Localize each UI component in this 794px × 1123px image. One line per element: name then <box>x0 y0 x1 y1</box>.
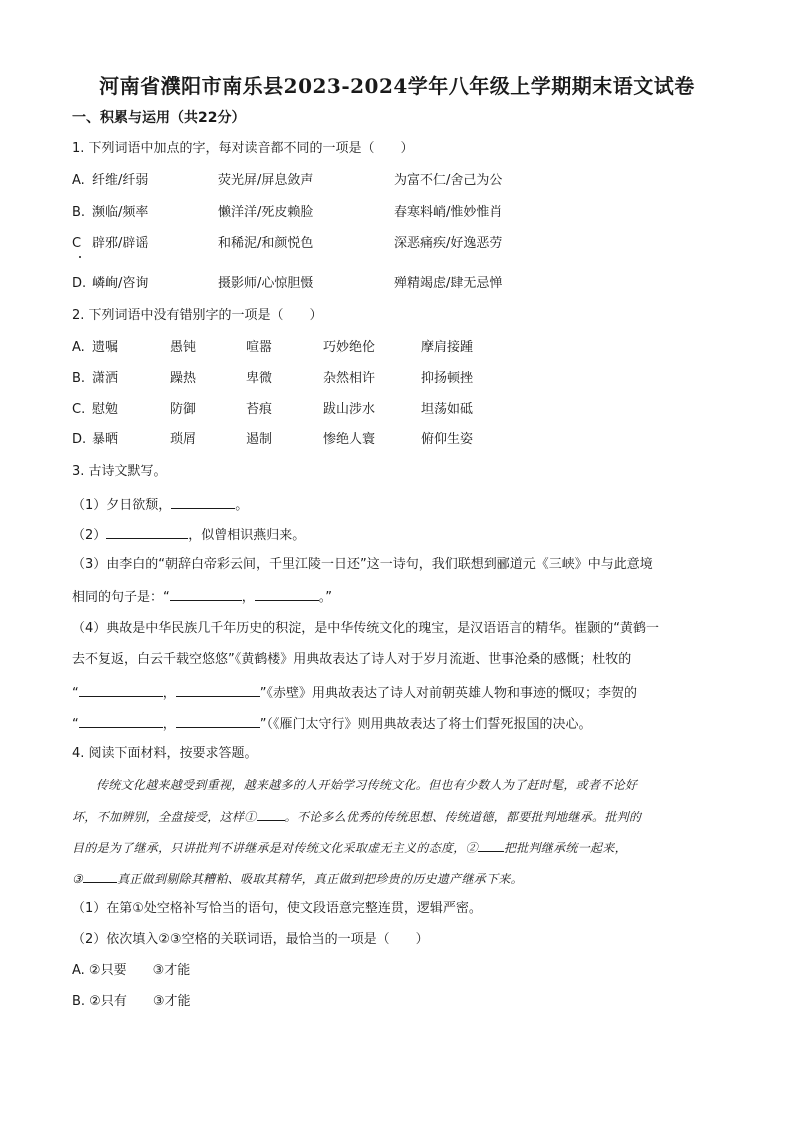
option-label: B. <box>72 371 86 386</box>
passage-text: 目的是为了继承，只讲批判不讲继承是对传统文化采取虚无主义的态度，② <box>72 841 478 855</box>
prompt-text: “ <box>72 686 79 701</box>
option-cell: 殚精竭虑/肆无忌惮 <box>394 276 503 291</box>
option-cell: 喧嚣 <box>246 340 273 355</box>
question-3-item-3-line-1: （3）由李白的“朝辞白帝彩云间，千里江陵一日还”这一诗句，我们联想到郦道元《三峡》中与此意境 <box>72 557 653 572</box>
answer-blank[interactable] <box>171 495 235 509</box>
passage-text: 真正做到剔除其糟粕、吸取其精华，真正做到把珍贵的历史遗产继承下来。 <box>117 872 523 886</box>
option-label: A. <box>72 340 85 355</box>
option-cell: 苔痕 <box>246 402 273 417</box>
question-3-item-2 <box>72 525 305 545</box>
option-cell: 潇洒 <box>92 371 119 386</box>
question-3-item-3-line-2 <box>72 587 332 607</box>
reading-passage-line-4 <box>72 869 523 888</box>
section-heading: 一、积累与运用（共22分） <box>72 110 246 126</box>
answer-blank[interactable] <box>255 587 319 601</box>
passage-text: 坏，不加辨别，全盘接受，这样① <box>72 810 257 824</box>
answer-blank[interactable] <box>79 714 163 728</box>
prompt-text: ， <box>241 590 255 605</box>
option-cell: 琐屑 <box>170 432 197 447</box>
answer-blank[interactable] <box>79 683 163 697</box>
option-label: D. <box>72 276 87 291</box>
option-cell: 为富不仁/舍己为公 <box>394 173 503 188</box>
option-label: C. <box>72 402 86 417</box>
answer-blank[interactable] <box>170 587 242 601</box>
prompt-text: ”《赤壁》用典故表达了诗人对前朝英雄人物和事迹的慨叹；李贺的 <box>259 686 638 701</box>
question-3-item-4-line-4 <box>72 714 592 734</box>
option-label: B. <box>72 205 86 220</box>
answer-blank[interactable] <box>478 838 504 852</box>
question-4-sub-1: （1）在第①处空格补写恰当的语句，使文段语意完整连贯，逻辑严密。 <box>72 901 482 916</box>
option-cell: 抑扬顿挫 <box>421 371 474 386</box>
prompt-text: ， <box>162 686 176 701</box>
prompt-text: 相同的句子是：“ <box>72 590 170 605</box>
stray-dot-mark <box>79 256 81 258</box>
prompt-text: ，似曾相识燕归来。 <box>188 528 306 543</box>
option-cell: 懒洋洋/死皮赖脸 <box>218 205 314 220</box>
reading-passage-line-1: 传统文化越来越受到重视，越来越多的人开始学习传统文化。但也有少数人为了赶时髦，或者不论好 <box>96 778 638 792</box>
option-cell: 杂然相许 <box>323 371 376 386</box>
question-3-item-4-line-2: 去不复返，白云千载空悠悠”《黄鹤楼》用典故表达了诗人对于岁月流逝、世事沧桑的感慨；杜牧的 <box>72 652 632 667</box>
option-cell: 防御 <box>170 402 197 417</box>
passage-text: 。不论多么优秀的传统思想、传统道德，都要批判地继承。批判的 <box>284 810 642 824</box>
question-4-option-a[interactable]: A. ②只要 ③才能 <box>72 963 191 978</box>
question-1-stem: 1. 下列词语中加点的字，每对读音都不同的一项是（ ） <box>72 141 414 156</box>
option-cell: 愚钝 <box>170 340 197 355</box>
option-cell: 春寒料峭/惟妙惟肖 <box>394 205 503 220</box>
question-3-item-4-line-3 <box>72 683 637 703</box>
question-3-item-4-line-1: （4）典故是中华民族几千年历史的积淀，是中华传统文化的瑰宝，是汉语语言的精华。崔颢的“黄鹤一 <box>72 621 660 636</box>
answer-blank[interactable] <box>176 683 260 697</box>
option-cell: 跋山涉水 <box>323 402 376 417</box>
option-cell: 嶙峋/咨询 <box>92 276 149 291</box>
answer-blank[interactable] <box>83 869 117 883</box>
option-cell: 荧光屏/屏息敛声 <box>218 173 314 188</box>
option-cell: 暴晒 <box>92 432 119 447</box>
option-cell: 摩肩接踵 <box>421 340 474 355</box>
prompt-text: 。” <box>318 590 333 605</box>
reading-passage-line-2 <box>72 807 641 826</box>
question-4-option-b[interactable]: B. ②只有 ③才能 <box>72 994 191 1009</box>
option-cell: 巧妙绝伦 <box>323 340 376 355</box>
option-cell: 坦荡如砥 <box>421 402 474 417</box>
prompt-text: ”（《雁门太守行》则用典故表达了将士们誓死报国的决心。 <box>259 717 592 732</box>
option-cell: 辟邪/辟谣 <box>92 236 149 251</box>
option-cell: 摄影师/心惊胆慑 <box>218 276 314 291</box>
answer-blank[interactable] <box>106 525 188 539</box>
question-3-stem: 3. 古诗文默写。 <box>72 464 167 479</box>
option-cell: 卑微 <box>246 371 273 386</box>
passage-text: 把批判继承统一起来， <box>503 841 627 855</box>
option-cell: 深恶痛疾/好逸恶劳 <box>394 236 503 251</box>
prompt-text: 。 <box>235 498 249 513</box>
option-cell: 遗嘱 <box>92 340 119 355</box>
option-cell: 躁热 <box>170 371 197 386</box>
question-4-sub-2: （2）依次填入②③空格的关联词语，最恰当的一项是（ ） <box>72 932 429 947</box>
reading-passage-line-3 <box>72 838 627 857</box>
question-4-stem: 4. 阅读下面材料，按要求答题。 <box>72 746 258 761</box>
option-cell: 惨绝人寰 <box>323 432 376 447</box>
prompt-text: “ <box>72 717 79 732</box>
option-cell: 慰勉 <box>92 402 119 417</box>
answer-blank[interactable] <box>176 714 260 728</box>
answer-blank[interactable] <box>257 807 285 821</box>
prompt-text: （2） <box>72 528 107 543</box>
option-label: D. <box>72 432 87 447</box>
question-3-item-1 <box>72 495 248 515</box>
option-label: C <box>72 236 82 251</box>
prompt-text: ， <box>162 717 176 732</box>
option-cell: 纤维/纤弱 <box>92 173 149 188</box>
question-2-stem: 2. 下列词语中没有错别字的一项是（ ） <box>72 308 323 323</box>
option-cell: 和稀泥/和颜悦色 <box>218 236 314 251</box>
prompt-text: （1）夕日欲颓， <box>72 498 172 513</box>
page-title: 河南省濮阳市南乐县2023-2024学年八年级上学期期末语文试卷 <box>99 74 695 98</box>
option-label: A. <box>72 173 85 188</box>
option-cell: 遏制 <box>246 432 273 447</box>
option-cell: 濒临/频率 <box>92 205 149 220</box>
option-cell: 俯仰生姿 <box>421 432 474 447</box>
passage-text: ③ <box>72 872 84 886</box>
